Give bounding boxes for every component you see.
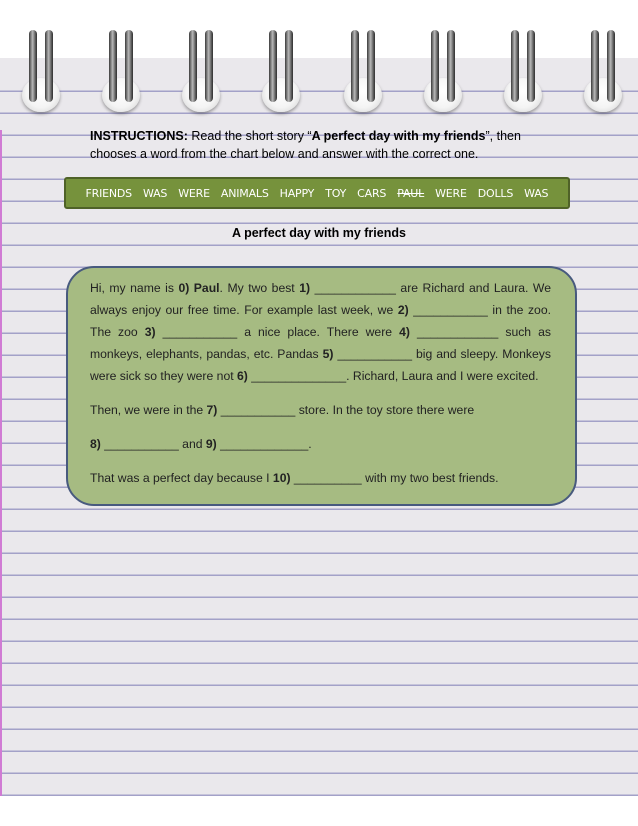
spiral-ring bbox=[257, 30, 305, 116]
story-text: Then, we were in the bbox=[90, 403, 207, 417]
story-text: . My two best bbox=[219, 281, 300, 295]
spiral-ring bbox=[579, 30, 627, 116]
blank-number: 4) bbox=[399, 325, 410, 339]
word-bank-item: WERE bbox=[178, 186, 210, 200]
blank-number: 0) Paul bbox=[178, 281, 220, 295]
story-text: ______________. Richard, Laura and I were excited. bbox=[247, 369, 539, 383]
story-box bbox=[66, 266, 577, 506]
blank-number: 3) bbox=[144, 325, 156, 339]
blank-number: 5) bbox=[322, 347, 334, 361]
word-bank-item: ANIMALS bbox=[220, 186, 269, 200]
story-title: A perfect day with my friends bbox=[232, 226, 406, 240]
blank-number: 9) bbox=[205, 437, 217, 451]
story-paragraph bbox=[90, 399, 551, 421]
story-text: ___________ a nice place. There were bbox=[155, 325, 400, 339]
instructions-story-name: A perfect day with my friends bbox=[311, 129, 486, 143]
story-text: ____________ are Richard and Laura. We always enjoy our free time. For example last week, we bbox=[90, 281, 551, 317]
word-bank-item: FRIENDS bbox=[85, 186, 132, 200]
story-paragraph bbox=[90, 467, 551, 489]
word-bank-item: TOY bbox=[325, 186, 347, 200]
story-text: ___________ big and sleepy. Monkeys were sick so they were not bbox=[90, 347, 551, 383]
blank-number: 6) bbox=[237, 369, 248, 383]
word-bank-item-crossed: PAUL bbox=[397, 186, 425, 200]
word-bank-item: CARS bbox=[357, 186, 387, 200]
story-text: ___________ and bbox=[100, 437, 206, 451]
spiral-ring bbox=[17, 30, 65, 116]
story-text: That was a perfect day because I bbox=[90, 471, 273, 485]
story-text: ____________ such as monkeys, elephants, pandas, etc. Pandas bbox=[90, 325, 551, 361]
story-text: _____________. bbox=[216, 437, 312, 451]
spiral-ring bbox=[339, 30, 387, 116]
spiral-ring bbox=[419, 30, 467, 116]
blank-number: 8) bbox=[90, 437, 101, 451]
word-bank-item: WAS bbox=[143, 186, 168, 200]
story-text: ___________ in the zoo. The zoo bbox=[90, 303, 551, 339]
blank-number: 2) bbox=[397, 303, 409, 317]
word-bank-item: WERE bbox=[435, 186, 467, 200]
instructions-label: INSTRUCTIONS: bbox=[90, 129, 188, 143]
spiral-ring bbox=[97, 30, 145, 116]
spiral-ring bbox=[499, 30, 547, 116]
word-bank-item: HAPPY bbox=[279, 186, 315, 200]
blank-number: 7) bbox=[206, 403, 218, 417]
blank-number: 1) bbox=[299, 281, 311, 295]
instructions bbox=[90, 127, 560, 163]
story-paragraph bbox=[90, 433, 551, 455]
story-text: Hi, my name is bbox=[90, 281, 179, 295]
story-text: ___________ store. In the toy store there were bbox=[217, 403, 475, 417]
instructions-text: Read the short story “ bbox=[187, 129, 312, 143]
story-paragraph bbox=[90, 277, 551, 387]
instructions-text: ”, then chooses a word from the chart below and answer with the correct one. bbox=[90, 129, 521, 161]
word-bank-item: DOLLS bbox=[477, 186, 514, 200]
story-text: __________ with my two best friends. bbox=[290, 471, 499, 485]
blank-number: 10) bbox=[272, 471, 291, 485]
spiral-ring bbox=[177, 30, 225, 116]
word-bank-item: WAS bbox=[524, 186, 549, 200]
word-bank bbox=[64, 177, 570, 209]
